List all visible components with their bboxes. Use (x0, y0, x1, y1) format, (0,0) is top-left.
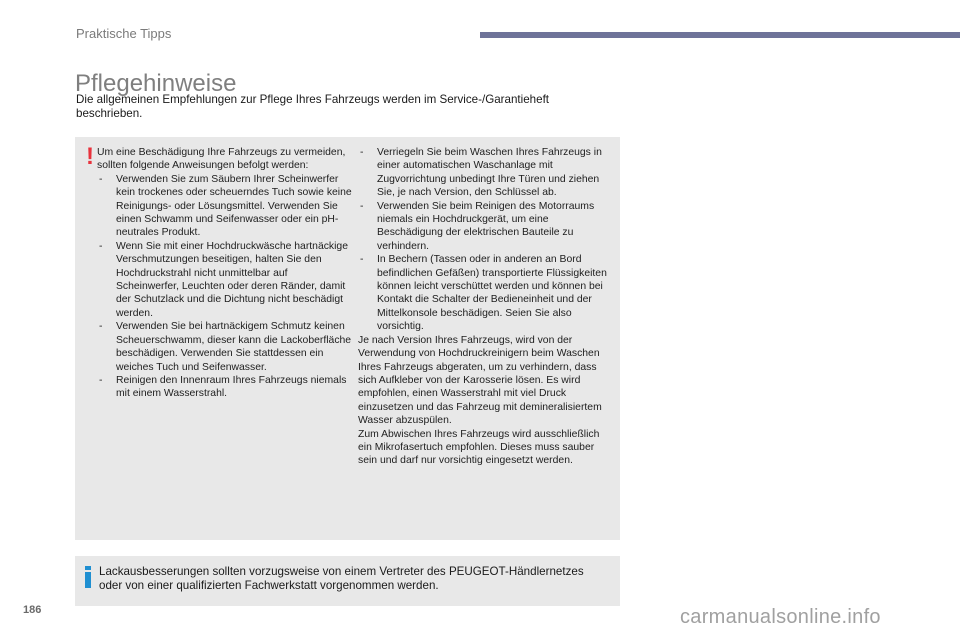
info-text: Lackausbesserungen sollten vorzugsweise von einem Vertreter des PEUGEOT-Händlernetzes oder von einer qualifizierten Fachwerkstatt vorgenommen werden. (99, 565, 584, 592)
warning-paragraph: Je nach Version Ihres Fahrzeugs, wird von der Verwendung von Hochdruckreinigern beim Waschen Ihres Fahrzeugs abgeraten, um zu verhindern, dass sich Aufkleber von der Karosserie lösen. Es wird empfohlen, einen Wasserstrahl mit viel Druck einzusetzen und das Fahrzeug mit demineralisiertem Wasser abzuspülen. (358, 334, 602, 427)
warning-bullet: - Verwenden Sie beim Reinigen des Motorraums niemals ein Hochdruckgerät, um eine Beschädigung der elektrischen Bauteile zu verhindern. (360, 200, 595, 252)
warning-bullet: - Verwenden Sie zum Säubern Ihrer Scheinwerfer kein trockenes oder scheuerndes Tuch sowie keine Reinigungs- oder Lösungsmittel. Verwenden Sie einen Schwamm und Seifenwasser oder ein pH-neutrales Produkt. (99, 173, 352, 239)
page-number: 186 (23, 604, 42, 616)
exclamation-icon: ! (86, 143, 94, 170)
warning-bullet: - In Bechern (Tassen oder in anderen an Bord befindlichen Gefäßen) transportierte Flüssigkeiten können leicht verschüttet werden und können bei Kontakt die Schalter der Bedieneinheit und der Mittelkonsole beschädigen. Seien Sie also vorsichtig. (360, 254, 607, 333)
header-bar (480, 32, 960, 38)
warning-bullet: - Reinigen den Innenraum Ihres Fahrzeugs niemals mit einem Wasserstrahl. (99, 374, 347, 400)
info-box (75, 556, 620, 606)
warning-box (75, 137, 620, 540)
intro-text: Die allgemeinen Empfehlungen zur Pflege Ihres Fahrzeugs werden im Service-/Garantieheft beschrieben. (76, 93, 550, 120)
warning-lead: Um eine Beschädigung Ihre Fahrzeugs zu vermeiden, sollten folgende Anweisungen befolgt werden: (97, 147, 346, 172)
warning-bullet: - Verriegeln Sie beim Waschen Ihres Fahrzeugs in einer automatischen Waschanlage mit Zugvorrichtung unbedingt Ihre Türen und ziehen Sie, je nach Version, den Schlüssel ab. (360, 147, 602, 199)
warning-left-column (97, 146, 352, 401)
page-title: Pflegehinweise (75, 70, 237, 98)
watermark: carmanualsonline.info (680, 606, 881, 628)
warning-paragraph: Zum Abwischen Ihres Fahrzeugs wird ausschließlich ein Mikrofasertuch empfohlen. Dieses muss sauber sein und darf nur vorsichtig eingesetzt werden. (358, 428, 600, 467)
warning-bullet: - Verwenden Sie bei hartnäckigem Schmutz keinen Scheuerschwamm, dieser kann die Lackoberfläche beschädigen. Verwenden Sie stattdessen ein weiches Tuch und Seifenwasser. (99, 321, 352, 373)
section-label: Praktische Tipps (76, 26, 172, 41)
warning-right-column (358, 146, 608, 468)
warning-bullet: - Wenn Sie mit einer Hochdruckwäsche hartnäckige Verschmutzungen beseitigen, halten Sie den Hochdruckstrahl nicht unmittelbar auf Scheinwerfer, Leuchten oder deren Ränder, damit der Schutzlack und die Dichtung nicht beschädigt werden. (99, 240, 348, 319)
info-icon (85, 566, 91, 588)
